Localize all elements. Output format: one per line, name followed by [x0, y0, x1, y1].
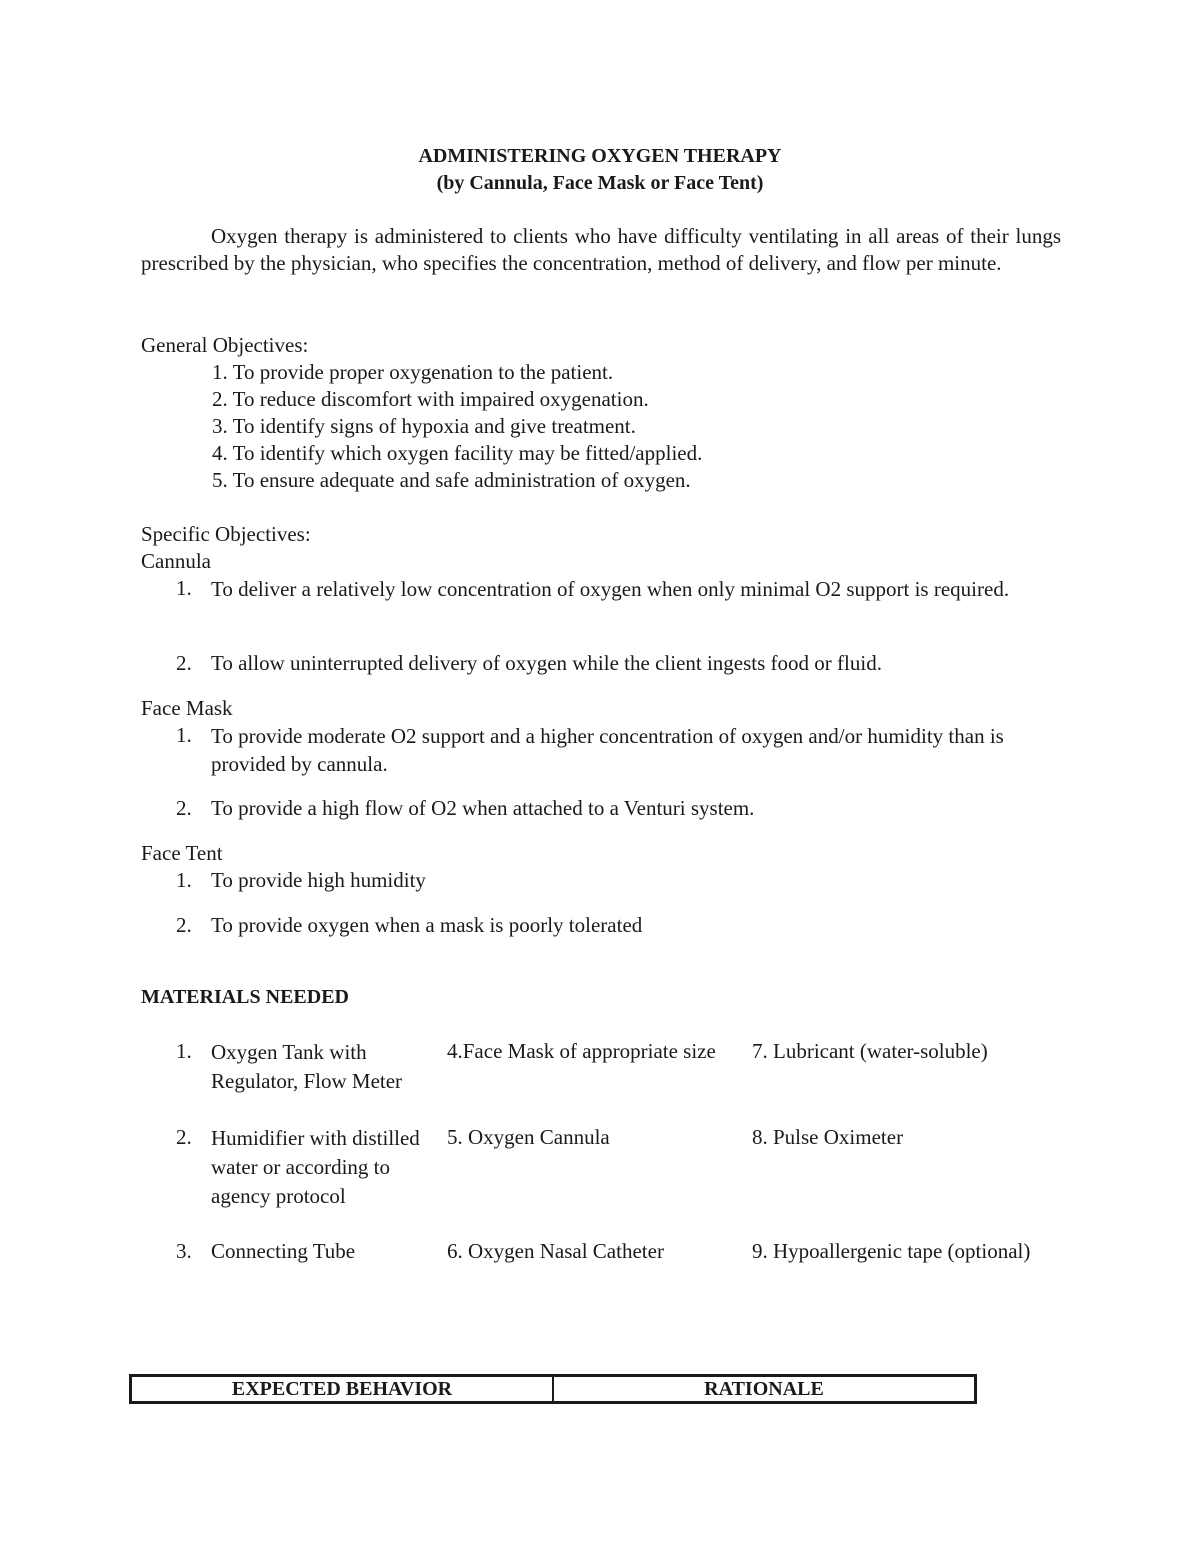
page-subtitle: (by Cannula, Face Mask or Face Tent) [436, 172, 764, 194]
cannula-heading: Cannula [141, 549, 211, 573]
objective-text: To provide oxygen when a mask is poorly tolerated [211, 913, 643, 937]
material-item: Oxygen Tank with Regulator, Flow Meter [211, 1040, 403, 1093]
material-item: Humidifier with distilled water or according to agency protocol [211, 1126, 420, 1208]
intro-paragraph: Oxygen therapy is administered to clients who have difficulty ventilating in all areas of their lungs prescribed by the physician, who specifies the concentration, method of delivery, and flow per minute. [141, 224, 1061, 275]
objective-number: 1. [176, 576, 192, 600]
behavior-rationale-table [129, 1374, 977, 1404]
expected-behavior-header: EXPECTED BEHAVIOR [131, 1376, 554, 1403]
objective-number: 1. [176, 723, 192, 747]
material-item: Connecting Tube [211, 1239, 356, 1263]
general-objectives-label: General Objectives: [141, 333, 309, 357]
objective-text: To provide moderate O2 support and a higher concentration of oxygen and/or humidity than is provided by cannula. [211, 724, 1004, 776]
general-objective-item: 2. To reduce discomfort with impaired oxygenation. [212, 387, 649, 411]
face-tent-heading: Face Tent [141, 841, 223, 865]
general-objective-item: 3. To identify signs of hypoxia and give treatment. [212, 414, 636, 438]
objective-number: 2. [176, 913, 192, 937]
material-number: 2. [176, 1125, 192, 1149]
general-objective-item: 4. To identify which oxygen facility may be fitted/applied. [212, 441, 703, 465]
material-number: 1. [176, 1039, 192, 1063]
rationale-header: RATIONALE [553, 1376, 976, 1403]
table-header-row [131, 1376, 976, 1403]
general-objective-item: 5. To ensure adequate and safe administration of oxygen. [212, 468, 691, 492]
face-mask-heading: Face Mask [141, 696, 233, 720]
objective-number: 1. [176, 868, 192, 892]
material-item: 8. Pulse Oximeter [752, 1125, 904, 1149]
objective-text: To allow uninterrupted delivery of oxygen while the client ingests food or fluid. [211, 651, 882, 675]
objective-number: 2. [176, 796, 192, 820]
material-number: 3. [176, 1239, 192, 1263]
objective-text: To deliver a relatively low concentration of oxygen when only minimal O2 support is required. [211, 577, 1010, 601]
objective-number: 2. [176, 651, 192, 675]
materials-heading: MATERIALS NEEDED [141, 986, 349, 1008]
material-item: 6. Oxygen Nasal Catheter [447, 1239, 664, 1263]
material-item: 4.Face Mask of appropriate size [447, 1039, 716, 1063]
specific-objectives-label: Specific Objectives: [141, 522, 311, 546]
page-title: ADMINISTERING OXYGEN THERAPY [418, 145, 782, 167]
material-item: 5. Oxygen Cannula [447, 1125, 610, 1149]
material-item: 7. Lubricant (water-soluble) [752, 1039, 988, 1063]
material-item: 9. Hypoallergenic tape (optional) [752, 1239, 1031, 1263]
objective-text: To provide high humidity [211, 868, 426, 892]
objective-text: To provide a high flow of O2 when attached to a Venturi system. [211, 796, 755, 820]
general-objective-item: 1. To provide proper oxygenation to the patient. [212, 360, 614, 384]
